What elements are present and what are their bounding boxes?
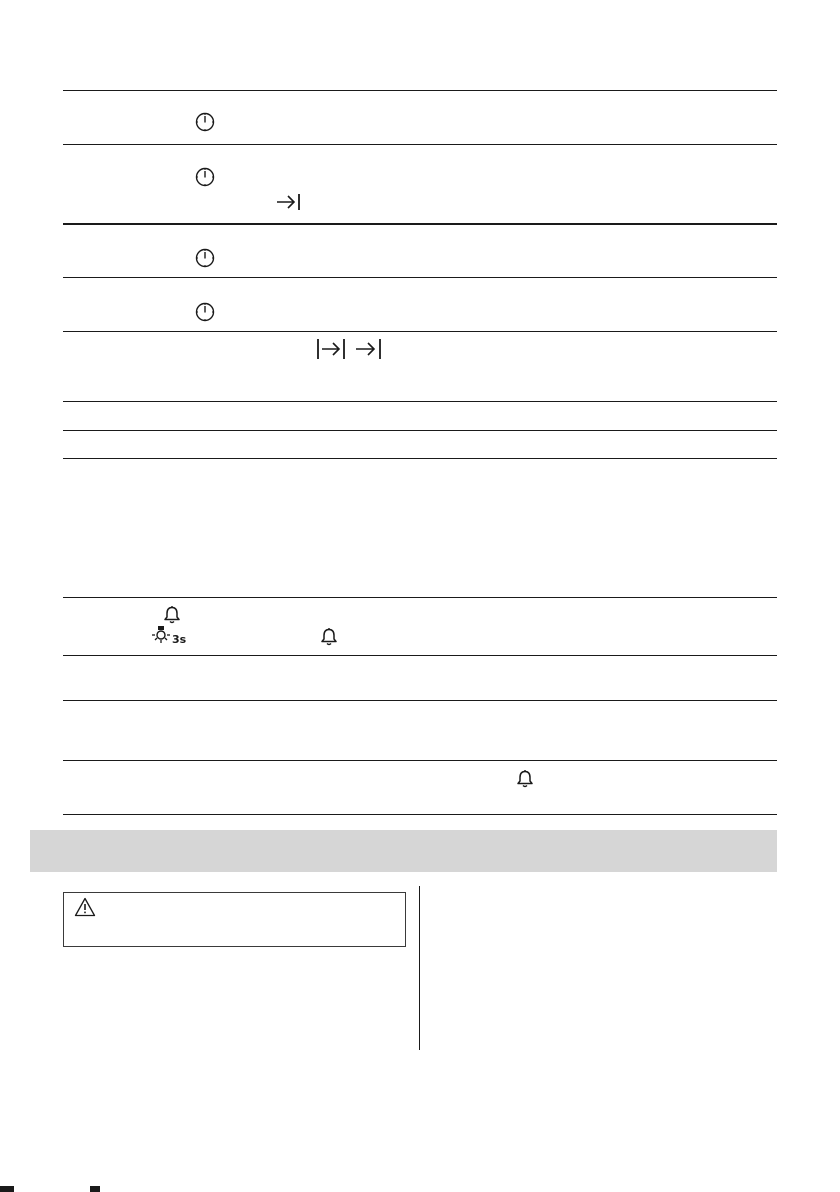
arrow-right-bar-icon: [276, 193, 302, 211]
row-divider: [63, 277, 777, 278]
row-divider-thick: [63, 223, 777, 225]
bell-icon: [320, 627, 338, 647]
row-divider: [63, 144, 777, 145]
row-divider: [63, 760, 777, 761]
section-header: [30, 830, 777, 872]
table-top-rule: [63, 90, 777, 91]
warning-box: [63, 892, 406, 947]
arrow-right-bar-icon: [355, 338, 383, 360]
warning-triangle-icon: [74, 897, 96, 917]
clock-icon: [195, 302, 215, 322]
column-divider: [419, 886, 420, 1050]
row-divider: [63, 597, 777, 598]
bar-arrow-bar-icon: [316, 338, 348, 360]
table-bottom-rule: [63, 814, 777, 815]
row-divider: [63, 401, 777, 402]
bell-icon: [516, 769, 534, 789]
row-divider: [63, 700, 777, 701]
row-divider: [63, 430, 777, 431]
light-duration-label: 3s: [172, 633, 187, 646]
bell-icon: [163, 605, 181, 625]
page-edge-mark: [90, 1186, 100, 1192]
row-divider: [63, 655, 777, 656]
row-divider: [63, 331, 777, 332]
clock-icon: [195, 167, 215, 187]
clock-icon: [195, 248, 215, 268]
page-edge-mark: [0, 1186, 14, 1192]
row-divider: [63, 458, 777, 459]
clock-icon: [195, 112, 215, 132]
light-3s-icon: [150, 626, 172, 644]
